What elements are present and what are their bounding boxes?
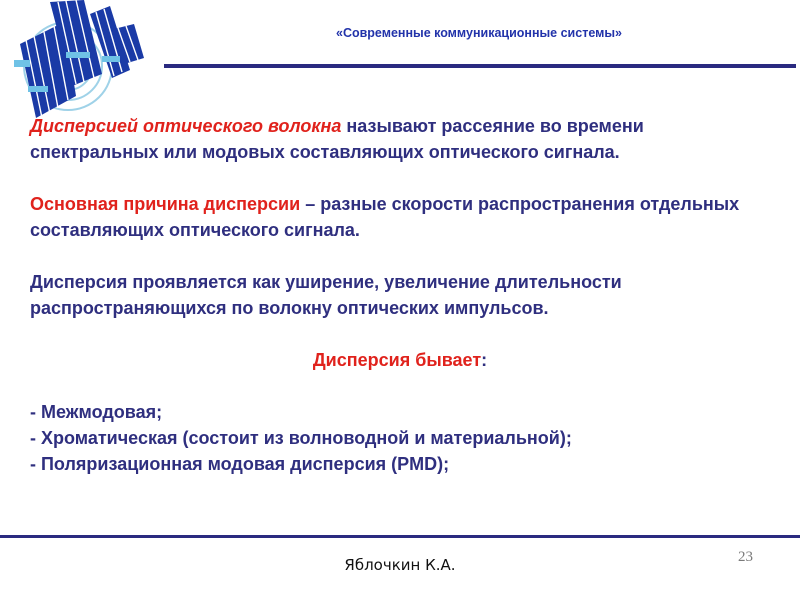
definition-paragraph — [30, 113, 770, 165]
types-list — [30, 399, 770, 477]
list-item: - Поляризационная модовая дисперсия (PMD); — [30, 454, 450, 474]
header-divider — [164, 64, 796, 68]
types-heading-colon: : — [481, 350, 488, 370]
manifestation-paragraph: Дисперсия проявляется как уширение, увеличение длительности распространяющихся по волокну оптических импульсов. — [30, 272, 622, 318]
footer-divider — [0, 535, 800, 538]
page-number: 23 — [738, 549, 753, 565]
types-heading-label: Дисперсия бывает — [312, 350, 482, 370]
author-name: Яблочкин К.А. — [344, 556, 456, 574]
definition-text: называют рассеяние во времени спектральных или модовых составляющих оптического сигнала. — [30, 116, 644, 162]
fiber-optic-logo-icon — [6, 0, 146, 126]
header-title: «Современные коммуникационные системы» — [336, 26, 622, 40]
slide-content — [30, 113, 770, 477]
list-item: - Межмодовая; — [30, 402, 163, 422]
cause-text: – разные скорости распространения отдельных составляющих оптического сигнала. — [30, 194, 740, 240]
list-item: - Хроматическая (состоит из волноводной и материальной); — [30, 428, 572, 448]
definition-term: Дисперсией оптического волокна — [30, 116, 342, 136]
cause-term: Основная причина дисперсии — [30, 194, 301, 214]
cause-paragraph — [30, 191, 770, 243]
types-heading — [30, 347, 770, 373]
